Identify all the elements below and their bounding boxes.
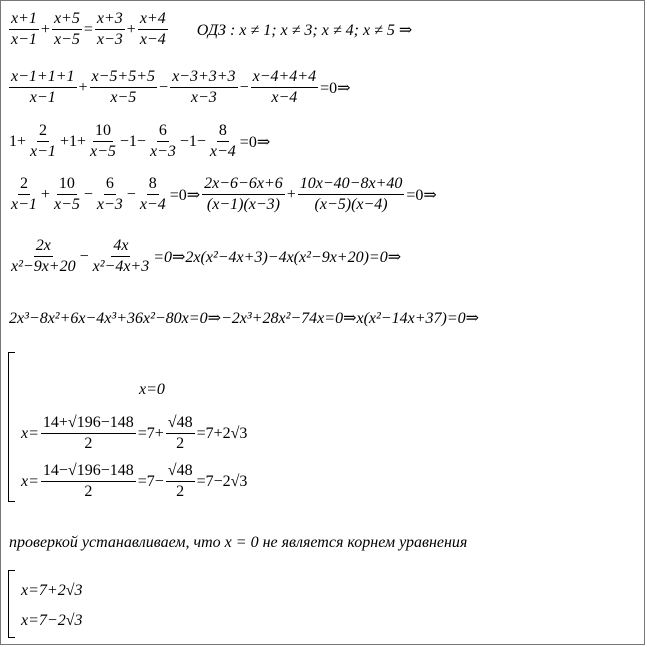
fraction: $\frac{2}{x-1}$ (30, 122, 56, 160)
fraction: $\frac{8}{x-4}$ (209, 122, 236, 160)
fraction: $\frac{6}{x-3}$ (96, 175, 123, 213)
fraction: $\frac{x-4+4+4}{x-4}$ (252, 68, 317, 106)
fraction: $\frac{10}{x-5}$ (53, 175, 80, 213)
step-4: $\frac{2x}{\text{x²−9x+20}}$ − $\frac{4x}{\text{x²−4x+3}}$ =0⇒2x(x²−4x+3)−4x(x²−9x+20)=0⇒ (11, 237, 402, 275)
fraction: $\frac{10}{x-5}$ (89, 122, 116, 160)
root-2: x= $\frac{14-√196-148}{2}$ =7− $\frac{√48}{2}$ =7−2√3 (21, 462, 248, 500)
fraction: $\frac{x+1}{x-1}$ (11, 10, 37, 48)
fraction: $\frac{x+5}{x-5}$ (53, 10, 80, 48)
step-5: 2x³−8x²+6x−4x³+36x²−80x=0⇒−2x³+28x²−74x=0⇒x(x²−14x+37)=0⇒ (9, 310, 480, 327)
root-zero: x=0 (139, 381, 165, 398)
step-2: 1+ $\frac{2}{x-1}$ +1+ $\frac{10}{x-5}$ −1− $\frac{6}{x-3}$ −1− $\frac{8}{x-4}$ =0⇒ (9, 122, 271, 160)
fraction: $\frac{x+4}{x-4}$ (139, 10, 166, 48)
fraction: $\frac{x-1+1+1}{x-1}$ (11, 68, 75, 106)
answer-1: x=7+2√3 (21, 582, 83, 599)
fraction: $\frac{x-5+5+5}{x-5}$ (91, 68, 156, 106)
fraction: $\frac{√48}{2}$ (167, 414, 193, 452)
original-equation: $\frac{x+1}{x-1}$ + $\frac{x+5}{x-5}$ = $\frac{x+3}{x-3}$ + $\frac{x+4}{x-4}$ ОДЗ : x ≠ 1; x ≠ 3; x ≠ 4; x ≠ 5 ⇒ (11, 10, 413, 48)
fraction: $\frac{4x}{\text{x²−4x+3}}$ (92, 237, 150, 275)
answer-2: x=7−2√3 (21, 612, 83, 629)
step-3: $\frac{2}{x-1}$ + $\frac{10}{x-5}$ − $\frac{6}{x-3}$ − $\frac{8}{x-4}$ =0⇒ $\frac{2x-6-6x+6}{(x-1)(x-3)}$ + $\frac{10x-40-8x+40}{(x-5)(x-4)}$ =0⇒ (11, 175, 437, 213)
fraction: $\frac{14-√196-148}{2}$ (42, 462, 134, 500)
fraction: $\frac{2x-6-6x+6}{(x-1)(x-3)}$ (204, 175, 283, 213)
roots-bracket (8, 352, 15, 502)
check-note: проверкой устанавливаем, что x = 0 не является корнем уравнения (9, 534, 468, 551)
step-1: $\frac{x-1+1+1}{x-1}$ + $\frac{x-5+5+5}{x-5}$ − $\frac{x-3+3+3}{x-3}$ − $\frac{x-4+4+4}{x-4}$ =0⇒ (11, 68, 351, 106)
root-1: x= $\frac{14+√196-148}{2}$ =7+ $\frac{√48}{2}$ =7+2√3 (21, 414, 248, 452)
fraction: $\frac{10x-40-8x+40}{(x-5)(x-4)}$ (299, 175, 403, 213)
fraction: $\frac{2}{x-1}$ (11, 175, 37, 213)
answer-bracket (8, 570, 15, 638)
fraction: $\frac{2x}{\text{x²−9x+20}}$ (11, 237, 76, 275)
fraction: $\frac{14+√196-148}{2}$ (42, 414, 134, 452)
fraction: $\frac{6}{x-3}$ (149, 122, 176, 160)
fraction: $\frac{8}{x-4}$ (139, 175, 166, 213)
fraction: $\frac{x+3}{x-3}$ (96, 10, 123, 48)
domain-note: ОДЗ : x ≠ 1; x ≠ 3; x ≠ 4; x ≠ 5 ⇒ (196, 21, 413, 39)
fraction: $\frac{x-3+3+3}{x-3}$ (172, 68, 236, 106)
fraction: $\frac{√48}{2}$ (167, 462, 193, 500)
